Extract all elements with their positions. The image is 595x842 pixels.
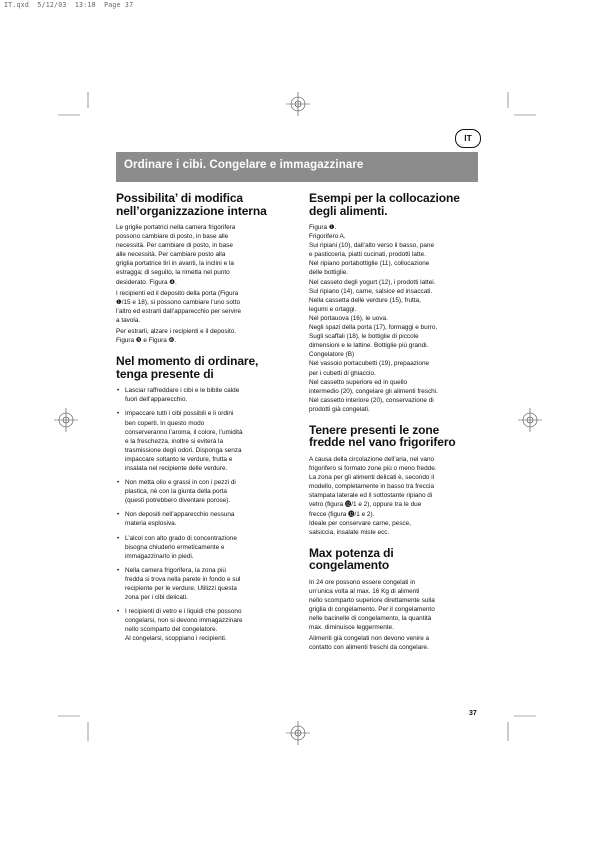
- text-line: necessità. Per cambiare di posto, in base: [116, 242, 233, 250]
- section-heading: [309, 192, 479, 217]
- list-item: • Non depositi nell’apparecchio nessuna materia esplosiva.: [116, 510, 292, 528]
- text-line: alle necessità. Per cambiare posto alla: [116, 251, 226, 259]
- heading-line: Possibilita’ di modifica: [116, 191, 243, 205]
- section-rearrange: [116, 192, 292, 345]
- text-line: griglia portatrice tiri in avanti, la inclini e la: [116, 260, 234, 268]
- section-banner: [116, 152, 478, 182]
- right-column: [309, 192, 479, 663]
- heading-line: degli alimenti.: [309, 203, 388, 218]
- list-item: • L’alcol con alto grado di concentrazione bisogna chiuderlo ermeticamente e immagazzinarlo in piedi.: [116, 534, 292, 561]
- heading-line: fredde nel vano frigorifero: [309, 435, 456, 450]
- list-item: • I recipienti di vetro e i liquidi che possono congelarsi, non si devono immagazzinare nello scomparto del congelatore. Al congelarsi, scoppiano i recipienti.: [116, 607, 292, 643]
- list-item: • Impaccare tutti i cibi possibili e li ordini ben coperti. In questo modo conserveranno l’aroma, il colore, l’umidità e la freschezza, inoltre si eviterà la trasmissione degli odori. Disponga senza impaccare soltanto le verdure, frutta e insalata nel recipiente delle verdure.: [116, 409, 292, 473]
- text-line: Le griglie portatrici nella camera frigorifera: [116, 224, 236, 231]
- tips-list: [116, 386, 292, 643]
- paragraph: In 24 ore possono essere congelati in un’unica volta al max. 16 Kg di alimenti nello scomparto superiore direttamente sulla griglia di congelamento. Per il congelamento nelle bacinelle di congelamento, la quantità max. diminuisce leggermente.: [309, 578, 435, 632]
- text-line: a tavola.: [116, 316, 141, 324]
- language-badge: IT: [455, 129, 481, 148]
- heading-line: Esempi per la collocazione: [309, 191, 460, 205]
- text-line: ❶/15 e 18), si possono cambiare l’uno sotto: [116, 298, 241, 306]
- registration-mark-bottom: [286, 721, 310, 745]
- paragraph: A causa della circolazione dell’aria, nel vano frigorifero si formato zone più o meno fredde. La zona per gli alimenti delicati è, secondo il modello, completamente in basso tra freccia stampata laterale ed il sottostante ripiano di vetro (figura ⓬/1 e 2), oppure tra le due frecce (figura ⓬/1 e 2). Ideale per conservare carne, pesce, salsiccia, insalate miste ecc.: [309, 455, 437, 536]
- text-line: desiderato. Figura ❹.: [116, 278, 177, 286]
- heading-line: Tenere presenti le zone: [309, 422, 440, 437]
- paragraph: [116, 327, 292, 345]
- section-heading: [309, 547, 479, 572]
- section-max-freezing: [309, 547, 479, 653]
- text-line: Per estrarli, alzare i recipienti e il deposito.: [116, 328, 237, 336]
- section-heading: [116, 355, 292, 380]
- list-item: • Nella camera frigorifera, la zona più fredda si trova nella parete in fondo e sul recipiente per le verdure. Utilizzi questa zona per i cibi delicati.: [116, 566, 292, 602]
- paragraph: [116, 223, 292, 287]
- heading-line: nell’organizzazione interna: [116, 203, 267, 218]
- banner-title: Ordinare i cibi. Congelare e immagazzinare: [124, 159, 364, 171]
- paragraph: Alimenti già congelati non devono venire a contatto con alimenti freschi da congelare.: [309, 635, 430, 652]
- registration-mark-top: [286, 92, 310, 116]
- registration-mark-left: [54, 408, 78, 432]
- section-heading: [116, 192, 292, 217]
- heading-line: Max potenza di: [309, 545, 394, 560]
- paragraph: Figura ❶. Frigorifero A. Sui ripiani (10), dall’alto verso il basso, pane e pasticceria, piatti cucinati, prodotti latte. Nel ripiano portabottiglie (11), collocazione delle bottiglie. Nel casseto degli yogurt (12), i prodotti lattei. Sul ripiano (14), carne, salsice ed insaccati. Nella cassetta delle verdure (15), frutta, legumi e ortaggi. Nel portauova (16), le uova. Negli spazi della porta (17), formaggi e burro. Sugli scaffali (18), le bottiglie di piccole dimensioni e le lattine. Bottiglie più grandi. Congelatore (B) Nel vassoio portacubetti (19), prepaazione per i cubetti di ghiaccio. Nel cassetto superiore ed in quello intermedio (20), congelare gli alimenti freschi. Nel cassetto interiore (20), conservazione di prodotti già congelati.: [309, 224, 438, 413]
- print-header: IT.qxd 5/12/03 13:18 Page 37: [4, 1, 134, 9]
- section-placement-examples: [309, 192, 479, 414]
- heading-line: congelamento: [309, 558, 390, 573]
- text-line: estragga; di seguito, la rimetta nel punto: [116, 269, 230, 277]
- text-line: l’altro ed estrarli dall’apparecchio per servire: [116, 307, 242, 315]
- page-number: 37: [469, 710, 477, 717]
- heading-line: Nel momento di ordinare,: [116, 354, 259, 369]
- left-column: [116, 192, 292, 654]
- heading-line: tenga presente di: [116, 366, 214, 381]
- paragraph: [116, 289, 292, 325]
- section-cold-zones: [309, 424, 479, 537]
- list-item: • Non metta olio e grassi in con i pezzi di plastica, nè con la giunta della porta (questi potrebbero diventare porose).: [116, 478, 292, 505]
- section-ordering-tips: [116, 355, 292, 643]
- list-item: • Lasciar raffreddare i cibi e le bibite calde fuori dell’apparecchio.: [116, 386, 292, 404]
- text-line: possono cambiare di posto, in base alle: [116, 233, 229, 241]
- section-heading: [309, 424, 479, 449]
- registration-mark-right: [518, 408, 542, 432]
- text-line: I recipienti ed il deposito della porta (Figura: [116, 289, 239, 297]
- text-line: Figura ❺ e Figura ❻.: [116, 337, 177, 345]
